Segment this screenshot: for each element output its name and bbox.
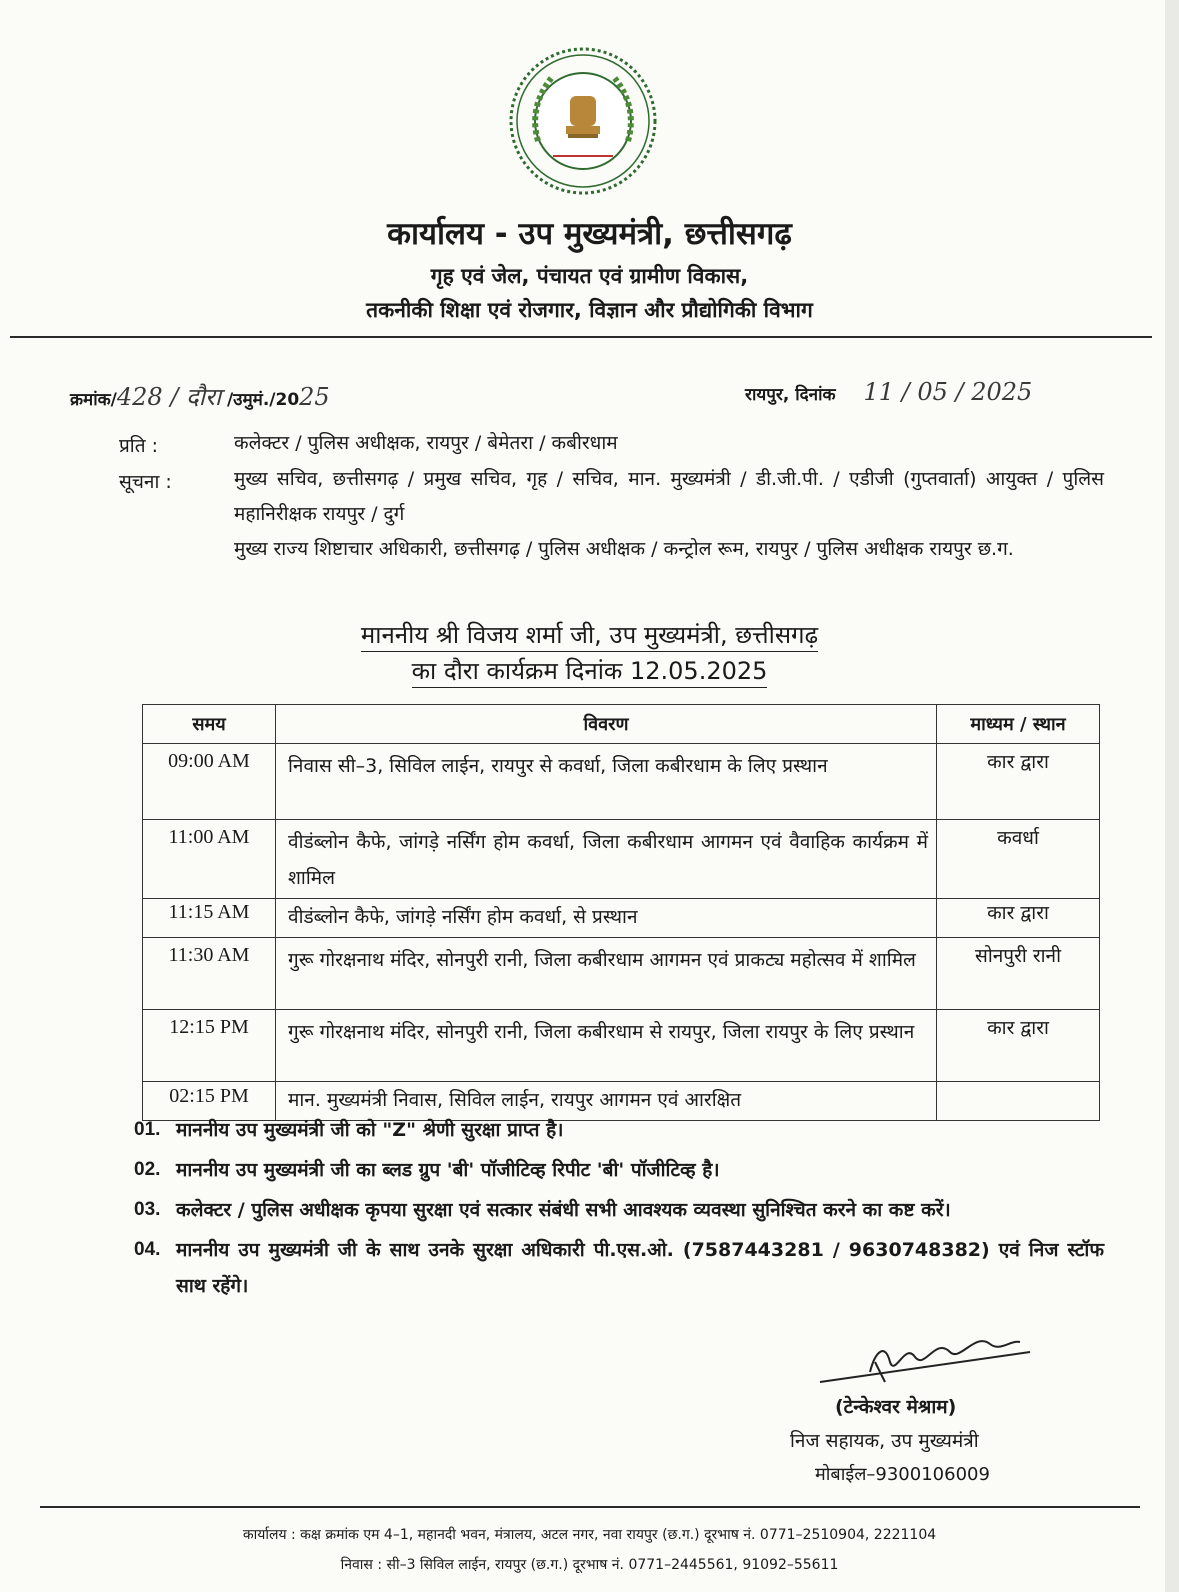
table-row: [143, 820, 1100, 899]
schedule-table: [142, 704, 1100, 1121]
reference-number: [70, 380, 330, 413]
program-title-text-2: का दौरा कार्यक्रम दिनांक 12.05.2025: [412, 657, 768, 688]
row-description: निवास सी–3, सिविल लाईन, रायपुर से कवर्धा, जिला कबीरधाम के लिए प्रस्थान: [276, 744, 937, 820]
reference-category-handwritten: दौरा: [186, 383, 222, 411]
lion-capital-icon: [566, 96, 600, 138]
note-text: माननीय उप मुख्यमंत्री जी के साथ उनके सुरक्षा अधिकारी पी.एस.ओ. (7587443281 / 9630748382) एवं निज स्टॉफ साथ रहेंगे।: [176, 1239, 1104, 1297]
row-mode: कार द्वारा: [937, 1010, 1100, 1082]
table-row: [143, 938, 1100, 1010]
list-item: [134, 1112, 1104, 1148]
note-number: 01.: [134, 1119, 161, 1140]
footer-residence-address: निवास : सी–3 सिविल लाईन, रायपुर (छ.ग.) दूरभाष नं. 0771–2445561, 91092–55611: [340, 1557, 839, 1573]
row-description: वीडंब्लोन कैफे, जांगड़े नर्सिंग होम कवर्धा, जिला कबीरधाम आगमन एवं वैवाहिक कार्यक्रम में शामिल: [276, 820, 937, 899]
row-time: 02:15 PM: [143, 1082, 276, 1121]
table-row: [143, 744, 1100, 820]
note-number: 04.: [134, 1239, 161, 1260]
reference-number-handwritten: 428: [116, 383, 163, 411]
date-label: रायपुर, दिनांक: [745, 385, 836, 405]
reference-label: क्रमांक/: [70, 390, 117, 410]
department-line-2: तकनीकी शिक्षा एवं रोजगार, विज्ञान और प्रौद्योगिकी विभाग: [366, 298, 813, 322]
list-item: [134, 1152, 1104, 1188]
note-text: कलेक्टर / पुलिस अधीक्षक कृपया सुरक्षा एवं सत्कार संबंधी सभी आवश्यक व्यवस्था सुनिश्चित करने का कष्ट करें।: [176, 1199, 951, 1221]
row-mode: कार द्वारा: [937, 744, 1100, 820]
signatory-name: (टेन्केश्वर मेश्राम): [835, 1396, 957, 1418]
footer-divider: [40, 1506, 1140, 1508]
to-label: प्रति :: [119, 435, 159, 457]
row-time: 09:00 AM: [143, 744, 276, 820]
row-mode: कार द्वारा: [937, 899, 1100, 938]
table-row: [143, 1010, 1100, 1082]
program-title-1: [0, 618, 1179, 651]
signatory-mobile: मोबाईल–9300106009: [815, 1464, 990, 1485]
table-row: [143, 899, 1100, 938]
info-recipients: मुख्य सचिव, छत्तीसगढ़ / प्रमुख सचिव, गृह / सचिव, मान. मुख्यमंत्री / डी.जी.पी. / एडीजी (गुप्तवार्ता) आयुक्त / पुलिस महानिरीक्षक रायपुर / दुर्ग: [234, 468, 1104, 525]
header-time: समय: [143, 705, 276, 744]
signatory-designation: निज सहायक, उप मुख्यमंत्री: [790, 1430, 979, 1452]
office-title: कार्यालय - उप मुख्यमंत्री, छत्तीसगढ़: [387, 216, 792, 252]
row-description: गुरू गोरक्षनाथ मंदिर, सोनपुरी रानी, जिला कबीरधाम आगमन एवं प्राकट्य महोत्सव में शामिल: [276, 938, 937, 1010]
to-recipients: कलेक्टर / पुलिस अधीक्षक, रायपुर / बेमेतरा / कबीरधाम: [234, 432, 618, 454]
row-time: 11:15 AM: [143, 899, 276, 938]
row-mode: कवर्धा: [937, 820, 1100, 899]
state-emblem-seal: [508, 46, 658, 196]
row-mode: सोनपुरी रानी: [937, 938, 1100, 1010]
header-mode: माध्यम / स्थान: [937, 705, 1100, 744]
table-header-row: [143, 705, 1100, 744]
info-label: सूचना :: [119, 471, 172, 493]
list-item: [134, 1232, 1104, 1304]
letter-date: [745, 378, 1032, 406]
info-recipients-2: मुख्य राज्य शिष्टाचार अधिकारी, छत्तीसगढ़ / पुलिस अधीक्षक / कन्ट्रोल रूम, रायपुर / पुलिस अधीक्षक रायपुर छ.ग.: [234, 538, 1014, 560]
program-title-2: [0, 654, 1179, 687]
reference-year-handwritten: 25: [299, 383, 330, 411]
program-title-text-1: माननीय श्री विजय शर्मा जी, उप मुख्यमंत्री, छत्तीसगढ़: [361, 621, 818, 652]
note-text: माननीय उप मुख्यमंत्री जी का ब्लड ग्रुप 'बी' पॉजीटिव्ह रिपीट 'बी' पॉजीटिव्ह है।: [176, 1159, 720, 1181]
row-description: वीडंब्लोन कैफे, जांगड़े नर्सिंग होम कवर्धा, से प्रस्थान: [276, 899, 937, 938]
row-description: मान. मुख्यमंत्री निवास, सिविल लाईन, रायपुर आगमन एवं आरक्षित: [276, 1082, 937, 1121]
row-time: 11:30 AM: [143, 938, 276, 1010]
date-handwritten: 11 / 05 / 2025: [863, 378, 1033, 406]
row-description: गुरू गोरक्षनाथ मंदिर, सोनपुरी रानी, जिला कबीरधाम से रायपुर, जिला रायपुर के लिए प्रस्थान: [276, 1010, 937, 1082]
department-line-1: गृह एवं जेल, पंचायत एवं ग्रामीण विकास,: [430, 264, 749, 288]
note-number: 03.: [134, 1199, 161, 1220]
notes-list: [134, 1112, 1104, 1308]
header-divider: [10, 336, 1152, 338]
reference-separator: /: [162, 383, 187, 411]
list-item: [134, 1192, 1104, 1228]
header-description: विवरण: [276, 705, 937, 744]
note-number: 02.: [134, 1159, 161, 1180]
row-time: 12:15 PM: [143, 1010, 276, 1082]
note-text: माननीय उप मुख्यमंत्री जी को "Z" श्रेणी सुरक्षा प्राप्त है।: [176, 1119, 564, 1141]
row-time: 11:00 AM: [143, 820, 276, 899]
footer-office-address: कार्यालय : कक्ष क्रमांक एम 4–1, महानदी भवन, मंत्रालय, अटल नगर, नवा रायपुर (छ.ग.) दूरभाष नं. 0771–2510904, 2221104: [242, 1527, 937, 1543]
reference-mid: /उमुमं./20: [221, 390, 300, 410]
signature-scribble: [815, 1322, 1035, 1392]
